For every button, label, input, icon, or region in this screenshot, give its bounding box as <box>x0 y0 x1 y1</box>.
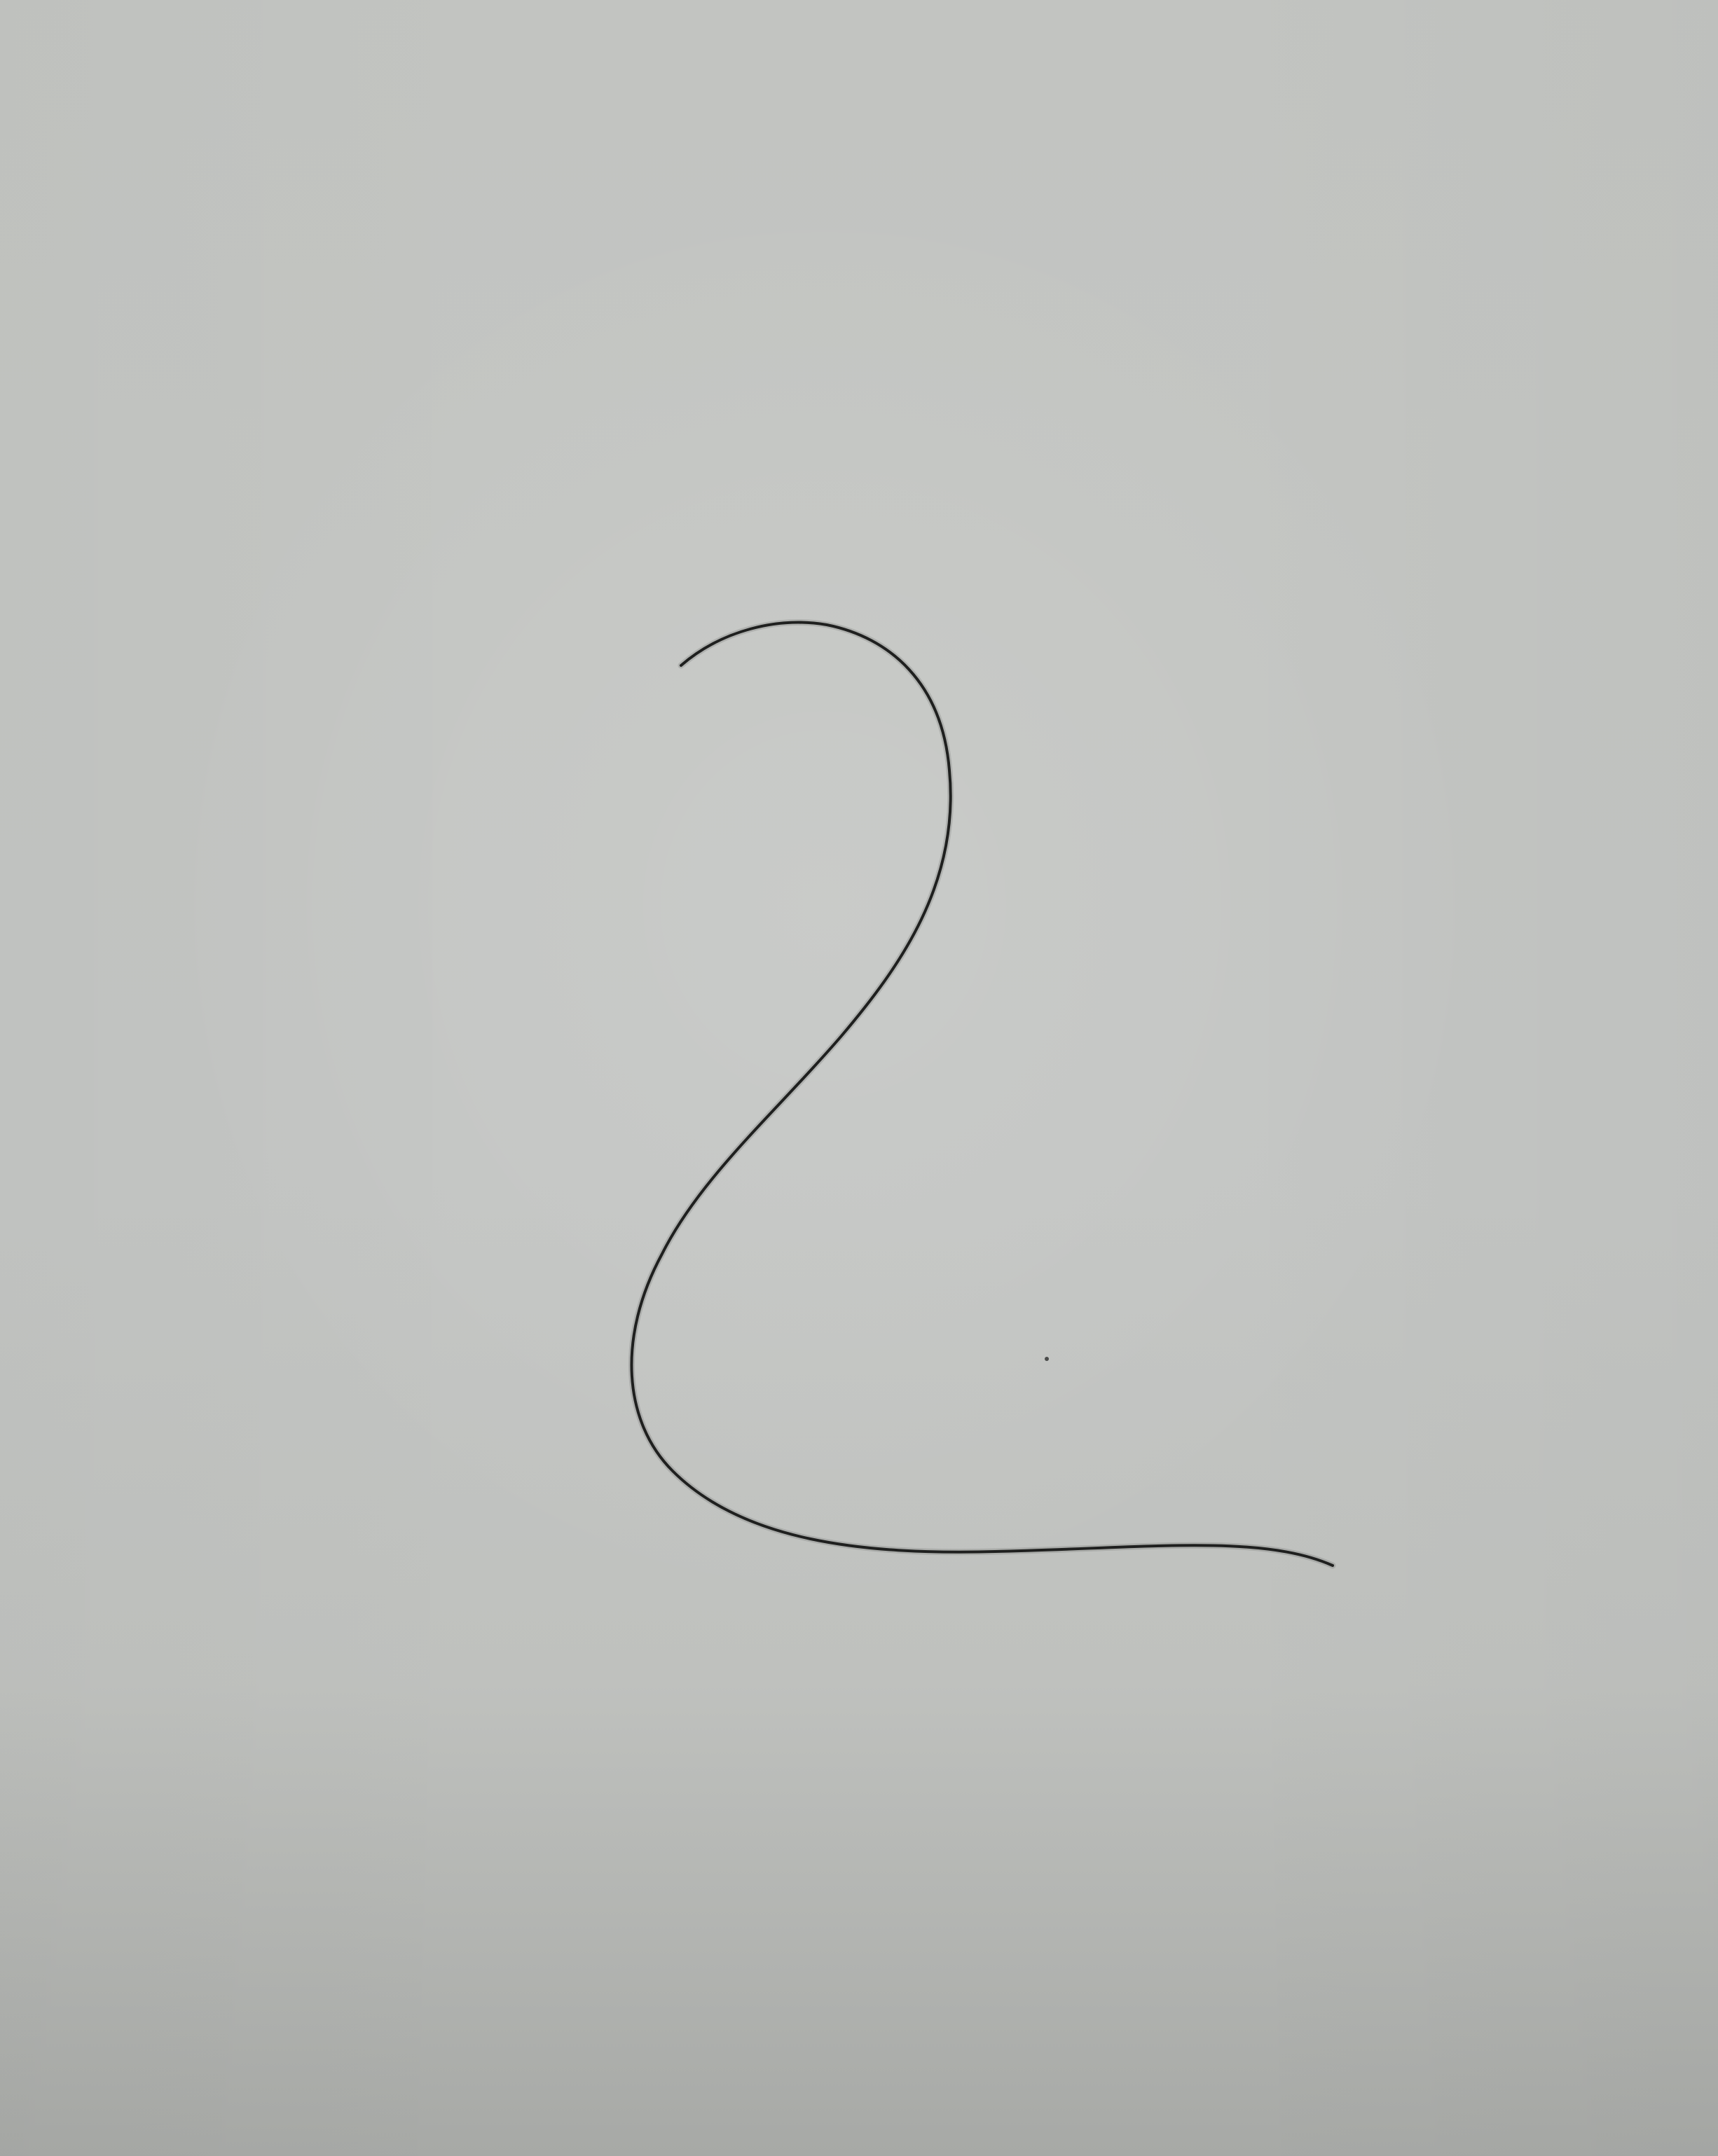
ink-curve-shadow <box>631 623 1333 1566</box>
ink-curve <box>631 623 1333 1566</box>
pencil-dot <box>1045 1357 1049 1361</box>
